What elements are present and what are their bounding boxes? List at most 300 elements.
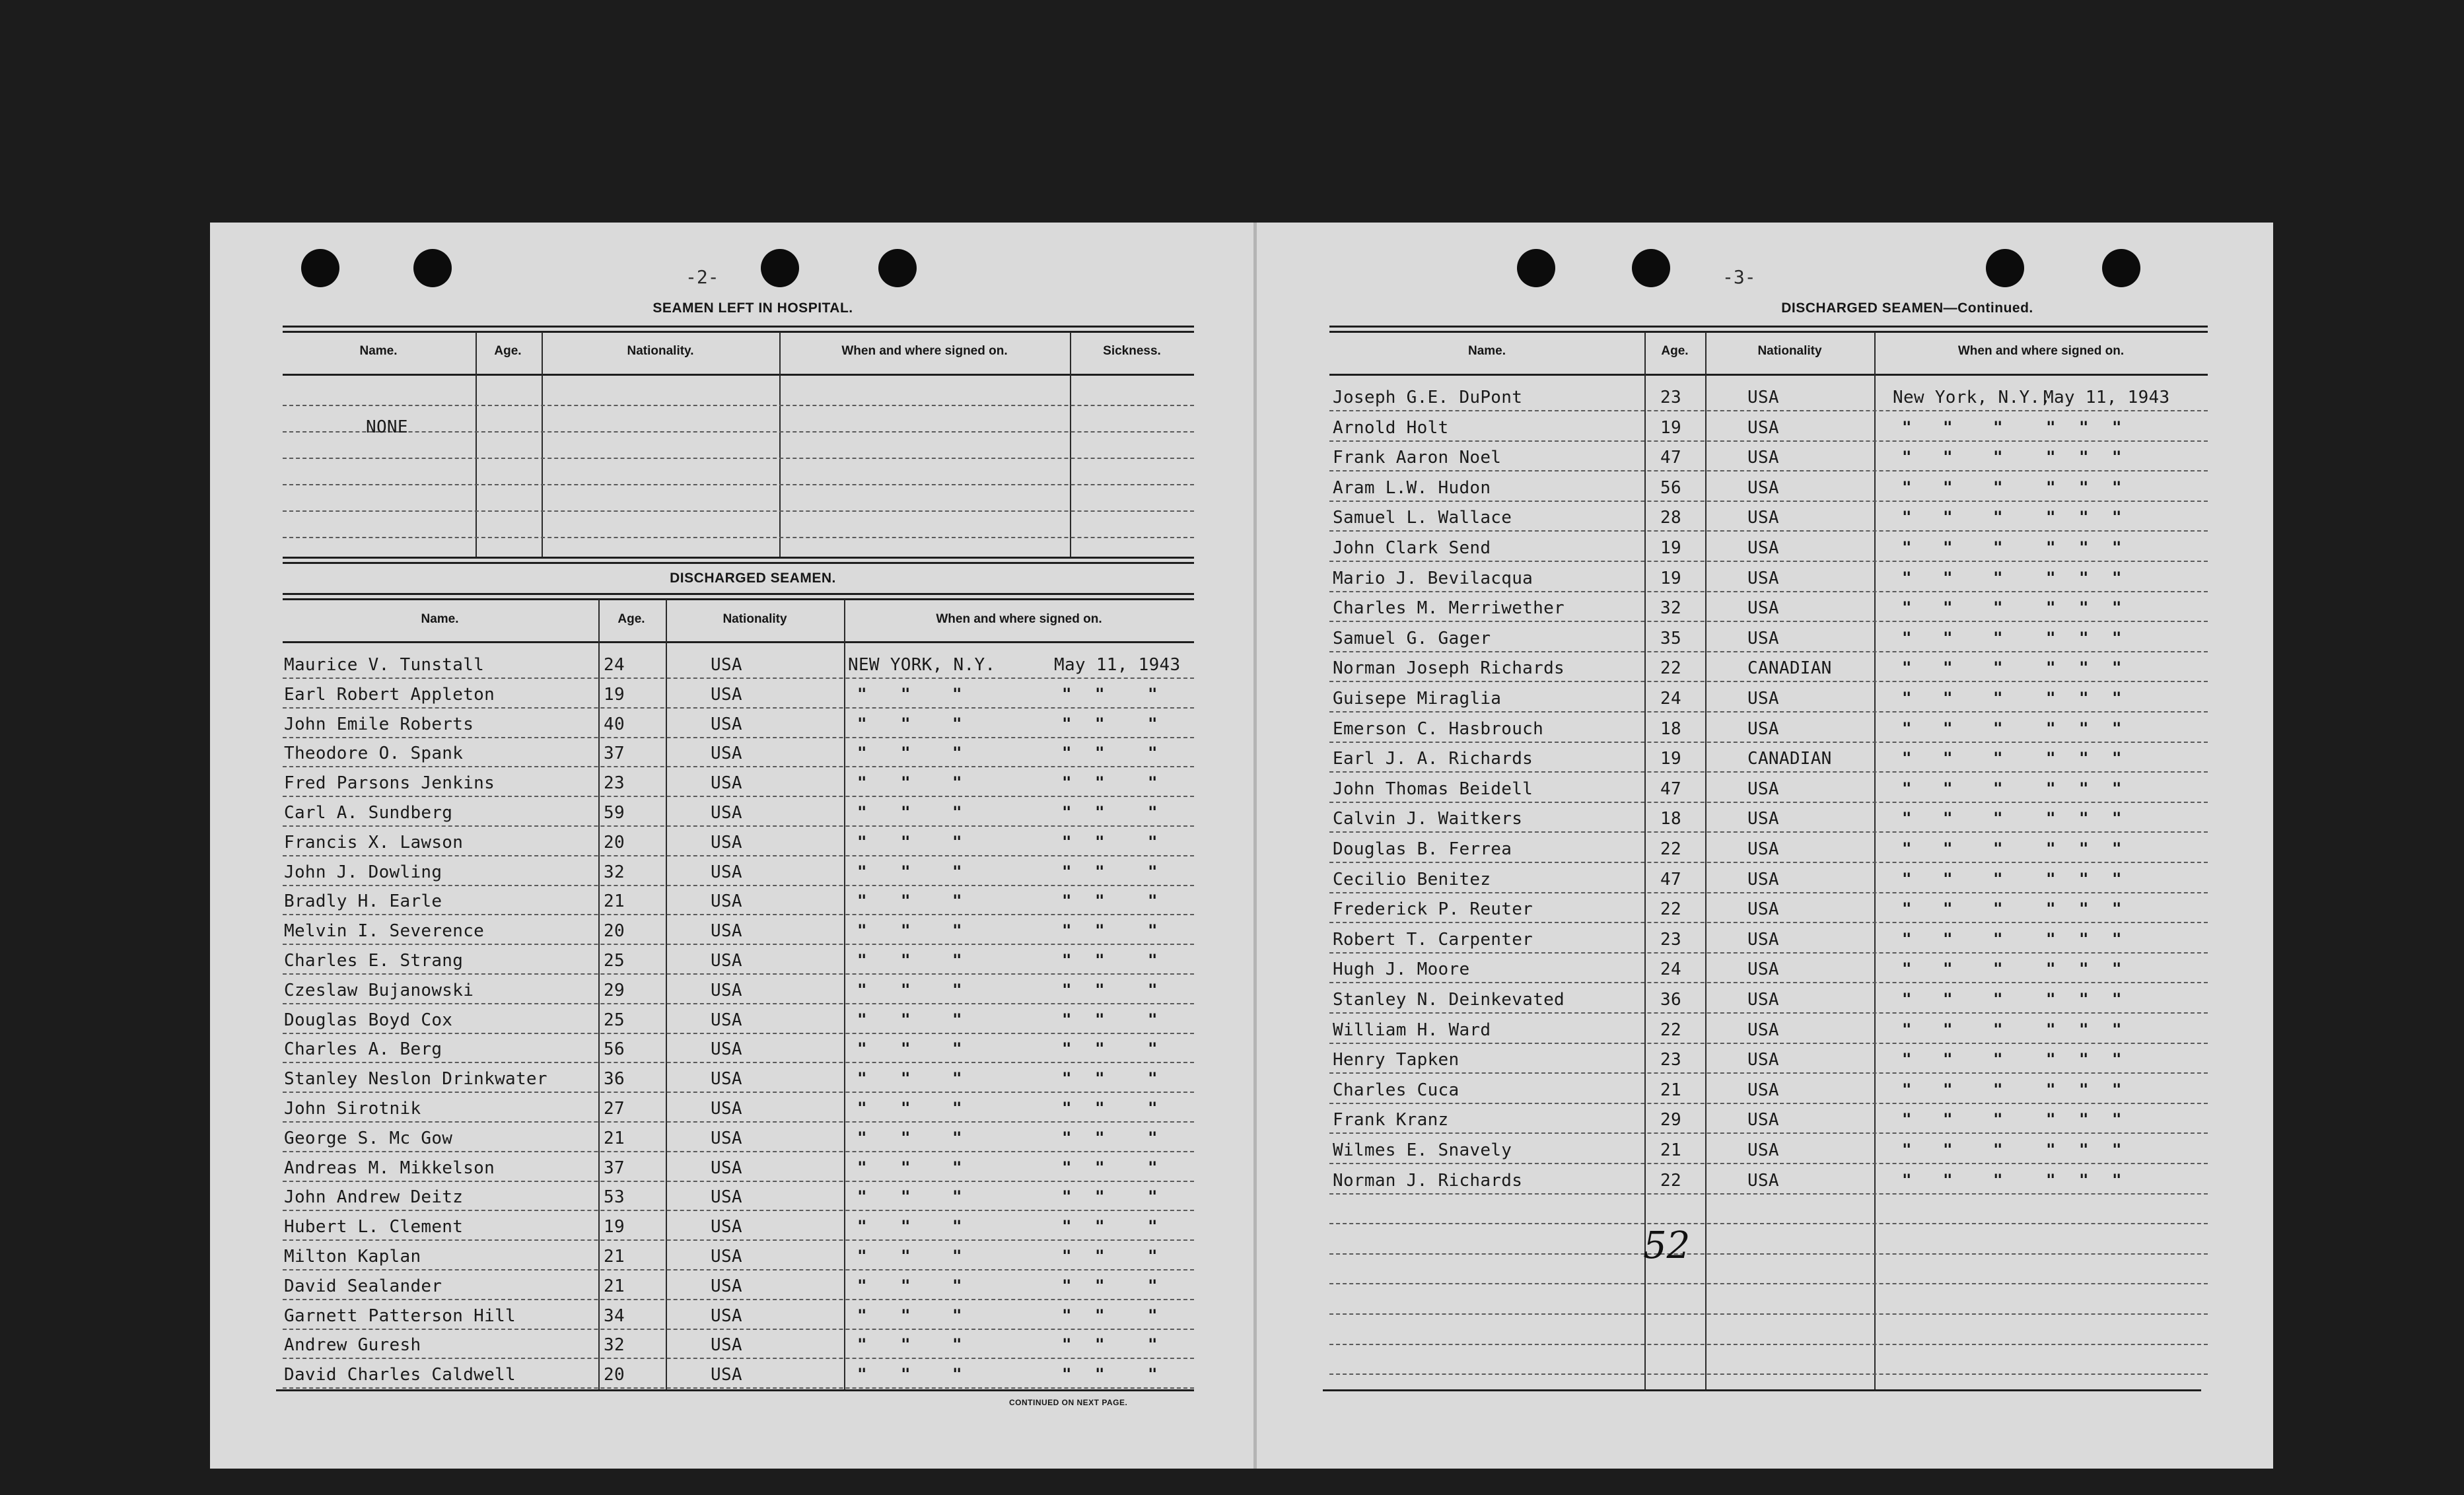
row-line — [283, 405, 1194, 406]
ditto-mark: " — [1943, 448, 1953, 467]
seaman-name: Wilmes E. Snavely — [1333, 1140, 1512, 1160]
ditto-mark: " — [2046, 839, 2056, 858]
ditto-mark: " — [857, 1305, 867, 1325]
punch-hole — [2102, 249, 2140, 287]
row-line — [1329, 470, 2208, 471]
ditto-mark: " — [857, 862, 867, 881]
ditto-mark: " — [1095, 1365, 1105, 1384]
ditto-mark: " — [857, 1099, 867, 1117]
ditto-mark: " — [2046, 1020, 2056, 1039]
column-header: When and where signed on. — [936, 612, 1102, 626]
center-fold — [1253, 223, 1257, 1469]
ditto-mark: " — [1148, 773, 1158, 792]
seaman-name: Maurice V. Tunstall — [284, 655, 485, 675]
seaman-nationality: USA — [1747, 899, 1779, 920]
ditto-mark: " — [1902, 718, 1912, 738]
ditto-mark: " — [857, 1039, 867, 1059]
seaman-nationality: USA — [711, 1335, 742, 1356]
ditto-mark: " — [2079, 568, 2089, 587]
ditto-mark: " — [857, 803, 867, 821]
seaman-age: 23 — [1660, 929, 1681, 950]
ditto-mark: " — [2112, 689, 2122, 707]
ditto-mark: " — [1993, 1020, 2003, 1039]
ditto-mark: " — [1993, 628, 2003, 647]
ditto-mark: " — [2079, 508, 2089, 527]
seaman-name: Douglas Boyd Cox — [284, 1010, 453, 1030]
ditto-mark: " — [901, 951, 911, 969]
hospital-section-title: SEAMEN LEFT IN HOSPITAL. — [652, 300, 853, 316]
ditto-mark: " — [1148, 1069, 1158, 1088]
ditto-mark: " — [2079, 749, 2089, 768]
seaman-name: Carl A. Sundberg — [284, 803, 453, 823]
ditto-mark: " — [901, 803, 911, 821]
seaman-nationality: USA — [711, 891, 742, 912]
ditto-mark: " — [1062, 1276, 1072, 1295]
row-line — [283, 458, 1194, 459]
seaman-nationality: USA — [1747, 1080, 1779, 1100]
ditto-mark: " — [1902, 839, 1912, 858]
ditto-mark: " — [1095, 714, 1105, 733]
seaman-age: 24 — [1660, 959, 1681, 980]
ditto-mark: " — [952, 744, 962, 763]
ditto-mark: " — [1993, 779, 2003, 798]
ditto-mark: " — [2112, 809, 2122, 828]
ditto-mark: " — [1148, 832, 1158, 851]
seaman-age: 23 — [604, 773, 625, 794]
ditto-mark: " — [1943, 508, 1953, 527]
ditto-mark: " — [2046, 568, 2056, 587]
ditto-mark: " — [1943, 779, 1953, 798]
ditto-mark: " — [1902, 990, 1912, 1008]
row-line — [1329, 1373, 2208, 1375]
ditto-mark: " — [2046, 718, 2056, 738]
ditto-mark: " — [1943, 869, 1953, 888]
seaman-age: 22 — [1660, 1020, 1681, 1040]
seaman-age: 22 — [1660, 899, 1681, 920]
rule — [283, 557, 1194, 559]
ditto-mark: " — [857, 832, 867, 851]
ditto-mark: " — [1148, 1010, 1158, 1029]
ditto-mark: " — [1095, 1158, 1105, 1177]
seaman-nationality: USA — [1747, 568, 1779, 588]
column-header: Age. — [494, 344, 522, 358]
continued-note: CONTINUED ON NEXT PAGE. — [1009, 1398, 1128, 1407]
seaman-name: Cecilio Benitez — [1333, 869, 1491, 889]
seaman-nationality: USA — [1747, 689, 1779, 709]
seaman-nationality: USA — [711, 832, 742, 852]
ditto-mark: " — [1993, 1080, 2003, 1099]
ditto-mark: " — [901, 1039, 911, 1059]
ditto-mark: " — [1943, 628, 1953, 647]
ditto-mark: " — [1062, 980, 1072, 999]
seaman-name: John J. Dowling — [284, 862, 442, 882]
seaman-age: 24 — [604, 655, 625, 675]
continued-section-title: DISCHARGED SEAMEN—Continued. — [1781, 300, 2033, 316]
ditto-mark: " — [2112, 869, 2122, 888]
ditto-mark: " — [857, 921, 867, 940]
ditto-mark: " — [2079, 899, 2089, 919]
row-line — [1329, 892, 2208, 893]
row-line — [1329, 1072, 2208, 1074]
column-header: When and where signed on. — [1957, 344, 2125, 358]
ditto-mark: " — [2046, 448, 2056, 467]
hospital-entry: NONE — [366, 417, 408, 437]
signed-on-date: May 11, 1943 — [1054, 655, 1181, 675]
ditto-mark: " — [901, 1305, 911, 1325]
row-line — [1329, 831, 2208, 833]
seaman-age: 21 — [604, 1276, 625, 1296]
ditto-mark: " — [1148, 1217, 1158, 1236]
seaman-nationality: CANADIAN — [1747, 749, 1832, 769]
seaman-nationality: USA — [711, 1158, 742, 1178]
ditto-mark: " — [1943, 598, 1953, 617]
ditto-mark: " — [857, 744, 867, 763]
ditto-mark: " — [1943, 1140, 1953, 1159]
ditto-mark: " — [2046, 1110, 2056, 1129]
ditto-mark: " — [901, 1335, 911, 1354]
seaman-name: Theodore O. Spank — [284, 744, 464, 764]
ditto-mark: " — [857, 1335, 867, 1354]
ditto-mark: " — [952, 1128, 962, 1147]
seaman-age: 21 — [1660, 1080, 1681, 1100]
ditto-mark: " — [1902, 1020, 1912, 1039]
ditto-mark: " — [2112, 1110, 2122, 1129]
ditto-mark: " — [2112, 959, 2122, 979]
ditto-mark: " — [1943, 899, 1953, 919]
ditto-mark: " — [952, 803, 962, 821]
column-header: Nationality — [1757, 344, 1822, 358]
ditto-mark: " — [2112, 508, 2122, 527]
seaman-age: 47 — [1660, 869, 1681, 889]
ditto-mark: " — [1062, 1039, 1072, 1059]
row-line — [283, 431, 1194, 433]
seaman-name: John Clark Send — [1333, 538, 1491, 558]
ditto-mark: " — [1993, 538, 2003, 557]
ditto-mark: " — [1062, 1247, 1072, 1265]
seaman-nationality: USA — [1747, 628, 1779, 648]
seaman-age: 37 — [604, 1158, 625, 1178]
seaman-age: 32 — [604, 862, 625, 882]
ditto-mark: " — [1148, 714, 1158, 733]
ditto-mark: " — [901, 773, 911, 792]
ditto-mark: " — [2079, 658, 2089, 678]
ditto-mark: " — [2112, 899, 2122, 919]
seaman-age: 20 — [604, 832, 625, 852]
ditto-mark: " — [1095, 773, 1105, 792]
signed-on-date: May 11, 1943 — [2043, 388, 2170, 407]
seaman-name: Charles Cuca — [1333, 1080, 1460, 1100]
row-line — [283, 1003, 1194, 1004]
ditto-mark: " — [2046, 1080, 2056, 1099]
ditto-mark: " — [2079, 809, 2089, 828]
row-line — [1329, 1012, 2208, 1014]
ditto-mark: " — [1062, 684, 1072, 703]
seaman-age: 20 — [604, 1365, 625, 1385]
seaman-age: 18 — [1660, 718, 1681, 739]
seaman-name: Norman J. Richards — [1333, 1170, 1523, 1191]
seaman-nationality: USA — [1747, 388, 1779, 407]
row-line — [283, 796, 1194, 797]
ditto-mark: " — [1148, 980, 1158, 999]
ditto-mark: " — [2112, 839, 2122, 858]
ditto-mark: " — [2046, 929, 2056, 948]
ditto-mark: " — [1902, 929, 1912, 948]
ditto-mark: " — [1062, 803, 1072, 821]
row-line — [283, 1358, 1194, 1359]
ditto-mark: " — [1993, 598, 2003, 617]
punch-hole — [1517, 249, 1555, 287]
ditto-mark: " — [1062, 1305, 1072, 1325]
ditto-mark: " — [1902, 899, 1912, 919]
seaman-name: Henry Tapken — [1333, 1050, 1460, 1070]
row-line — [1329, 922, 2208, 923]
row-line — [1329, 1163, 2208, 1164]
ditto-mark: " — [1148, 1305, 1158, 1325]
ditto-mark: " — [1993, 959, 2003, 979]
seaman-name: Francis X. Lawson — [284, 832, 464, 852]
seaman-nationality: USA — [1747, 538, 1779, 558]
ditto-mark: " — [1993, 1170, 2003, 1189]
ditto-mark: " — [952, 1099, 962, 1117]
row-line — [1329, 802, 2208, 803]
column-divider — [779, 332, 781, 557]
seaman-name: Calvin J. Waitkers — [1333, 809, 1523, 829]
ditto-mark: " — [1993, 869, 2003, 888]
seaman-age: 37 — [604, 744, 625, 764]
crew-list-document — [210, 223, 2273, 1469]
seaman-nationality: USA — [711, 1010, 742, 1030]
ditto-mark: " — [1095, 891, 1105, 911]
ditto-mark: " — [901, 980, 911, 999]
ditto-mark: " — [901, 1247, 911, 1265]
seaman-name: Aram L.W. Hudon — [1333, 477, 1491, 498]
ditto-mark: " — [952, 891, 962, 911]
seaman-name: John Sirotnik — [284, 1099, 421, 1119]
row-line — [1329, 621, 2208, 622]
row-line — [283, 1299, 1194, 1300]
ditto-mark: " — [1062, 1217, 1072, 1236]
row-line — [283, 484, 1194, 485]
ditto-mark: " — [952, 1010, 962, 1029]
column-header: When and where signed on. — [841, 344, 1008, 358]
ditto-mark: " — [1062, 951, 1072, 969]
row-line — [283, 1329, 1194, 1330]
ditto-mark: " — [1902, 538, 1912, 557]
seaman-nationality: USA — [711, 773, 742, 794]
row-line — [1329, 771, 2208, 773]
ditto-mark: " — [857, 951, 867, 969]
ditto-mark: " — [1095, 921, 1105, 940]
ditto-mark: " — [1902, 959, 1912, 979]
ditto-mark: " — [1148, 1039, 1158, 1059]
ditto-mark: " — [1902, 568, 1912, 587]
ditto-mark: " — [2079, 417, 2089, 436]
seaman-name: Douglas B. Ferrea — [1333, 839, 1512, 859]
ditto-mark: " — [1993, 749, 2003, 768]
ditto-mark: " — [1943, 1110, 1953, 1129]
ditto-mark: " — [1943, 718, 1953, 738]
row-line — [1329, 681, 2208, 682]
seaman-age: 23 — [1660, 388, 1681, 407]
ditto-mark: " — [2112, 749, 2122, 768]
seaman-age: 47 — [1660, 448, 1681, 468]
seaman-age: 19 — [1660, 538, 1681, 558]
seaman-name: Hugh J. Moore — [1333, 959, 1470, 980]
ditto-mark: " — [901, 1276, 911, 1295]
column-header: Nationality — [722, 612, 787, 626]
ditto-mark: " — [2046, 689, 2056, 707]
ditto-mark: " — [1902, 749, 1912, 768]
ditto-mark: " — [857, 1010, 867, 1029]
ditto-mark: " — [1148, 744, 1158, 763]
ditto-mark: " — [1095, 832, 1105, 851]
seaman-age: 36 — [1660, 990, 1681, 1010]
ditto-mark: " — [2046, 959, 2056, 979]
row-line — [1329, 1043, 2208, 1044]
ditto-mark: " — [1148, 1099, 1158, 1117]
ditto-mark: " — [1148, 1335, 1158, 1354]
ditto-mark: " — [1943, 929, 1953, 948]
ditto-mark: " — [857, 773, 867, 792]
seaman-name: Samuel L. Wallace — [1333, 508, 1512, 528]
rule — [1329, 326, 2208, 328]
signed-on-place: NEW YORK, N.Y. — [848, 655, 996, 675]
seaman-nationality: USA — [711, 1247, 742, 1267]
seaman-nationality: USA — [711, 1365, 742, 1385]
ditto-mark: " — [1095, 1335, 1105, 1354]
ditto-mark: " — [1902, 598, 1912, 617]
ditto-mark: " — [857, 684, 867, 703]
column-header: Name. — [1467, 344, 1506, 358]
ditto-mark: " — [1993, 1050, 2003, 1069]
seaman-nationality: USA — [711, 684, 742, 705]
seaman-name: Joseph G.E. DuPont — [1333, 388, 1523, 407]
ditto-mark: " — [1993, 839, 2003, 858]
ditto-mark: " — [1993, 568, 2003, 587]
seaman-name: Frank Kranz — [1333, 1110, 1449, 1130]
ditto-mark: " — [1148, 951, 1158, 969]
ditto-mark: " — [1148, 862, 1158, 881]
ditto-mark: " — [2046, 990, 2056, 1008]
ditto-mark: " — [952, 1217, 962, 1236]
rule — [283, 598, 1194, 600]
row-line — [1329, 1283, 2208, 1284]
ditto-mark: " — [1095, 803, 1105, 821]
seaman-name: Emerson C. Hasbrouch — [1333, 718, 1544, 739]
seaman-age: 19 — [1660, 417, 1681, 438]
seaman-name: Norman Joseph Richards — [1333, 658, 1565, 679]
ditto-mark: " — [2112, 658, 2122, 678]
column-header: Age. — [1661, 344, 1689, 358]
ditto-mark: " — [2079, 689, 2089, 707]
rule — [283, 331, 1194, 333]
column-divider — [1705, 332, 1707, 1389]
ditto-mark: " — [1062, 1010, 1072, 1029]
ditto-mark: " — [1095, 684, 1105, 703]
column-divider — [475, 332, 477, 557]
column-divider — [666, 600, 667, 1389]
seaman-nationality: USA — [711, 980, 742, 1000]
ditto-mark: " — [952, 1247, 962, 1265]
seaman-age: 19 — [1660, 568, 1681, 588]
ditto-mark: " — [2079, 1080, 2089, 1099]
ditto-mark: " — [2112, 598, 2122, 617]
row-line — [283, 1239, 1194, 1241]
ditto-mark: " — [2079, 1110, 2089, 1129]
seaman-age: 22 — [1660, 658, 1681, 679]
ditto-mark: " — [2079, 1050, 2089, 1069]
seaman-age: 23 — [1660, 1050, 1681, 1070]
row-line — [1329, 1223, 2208, 1224]
row-line — [1329, 1344, 2208, 1345]
row-line — [283, 973, 1194, 975]
ditto-mark: " — [1062, 1069, 1072, 1088]
seaman-nationality: USA — [711, 1099, 742, 1119]
row-line — [283, 1062, 1194, 1063]
ditto-mark: " — [952, 1365, 962, 1384]
seaman-age: 32 — [604, 1335, 625, 1356]
ditto-mark: " — [1902, 477, 1912, 497]
ditto-mark: " — [901, 921, 911, 940]
row-line — [283, 1210, 1194, 1211]
ditto-mark: " — [901, 1099, 911, 1117]
seaman-name: David Sealander — [284, 1276, 442, 1296]
ditto-mark: " — [1062, 773, 1072, 792]
ditto-mark: " — [1902, 779, 1912, 798]
seaman-age: 19 — [604, 684, 625, 705]
seaman-name: John Andrew Deitz — [284, 1187, 464, 1208]
page-number: -2- — [686, 266, 719, 288]
seaman-age: 28 — [1660, 508, 1681, 528]
ditto-mark: " — [1148, 921, 1158, 940]
seaman-age: 18 — [1660, 809, 1681, 829]
seaman-age: 47 — [1660, 779, 1681, 799]
column-header: Name. — [359, 344, 398, 358]
ditto-mark: " — [2046, 628, 2056, 647]
row-line — [283, 855, 1194, 856]
ditto-mark: " — [1943, 568, 1953, 587]
ditto-mark: " — [1943, 417, 1953, 436]
ditto-mark: " — [1062, 1335, 1072, 1354]
seaman-nationality: USA — [711, 1305, 742, 1326]
ditto-mark: " — [1943, 749, 1953, 768]
row-line — [283, 1092, 1194, 1093]
rule — [283, 593, 1194, 595]
ditto-mark: " — [1148, 1276, 1158, 1295]
seaman-nationality: USA — [711, 951, 742, 971]
ditto-mark: " — [1943, 809, 1953, 828]
ditto-mark: " — [1902, 448, 1912, 467]
ditto-mark: " — [1095, 1217, 1105, 1236]
rule — [1329, 331, 2208, 333]
ditto-mark: " — [2046, 899, 2056, 919]
ditto-mark: " — [901, 832, 911, 851]
row-line — [1329, 410, 2208, 411]
row-line — [283, 1387, 1194, 1389]
ditto-mark: " — [1062, 1365, 1072, 1384]
seaman-name: Robert T. Carpenter — [1333, 929, 1533, 950]
ditto-mark: " — [857, 1128, 867, 1147]
ditto-mark: " — [857, 980, 867, 999]
ditto-mark: " — [952, 951, 962, 969]
signed-on-place: New York, N.Y., — [1893, 388, 2051, 407]
row-line — [283, 885, 1194, 886]
seaman-age: 19 — [1660, 749, 1681, 769]
ditto-mark: " — [857, 1158, 867, 1177]
ditto-mark: " — [1148, 891, 1158, 911]
row-line — [283, 825, 1194, 827]
seaman-nationality: USA — [711, 921, 742, 942]
